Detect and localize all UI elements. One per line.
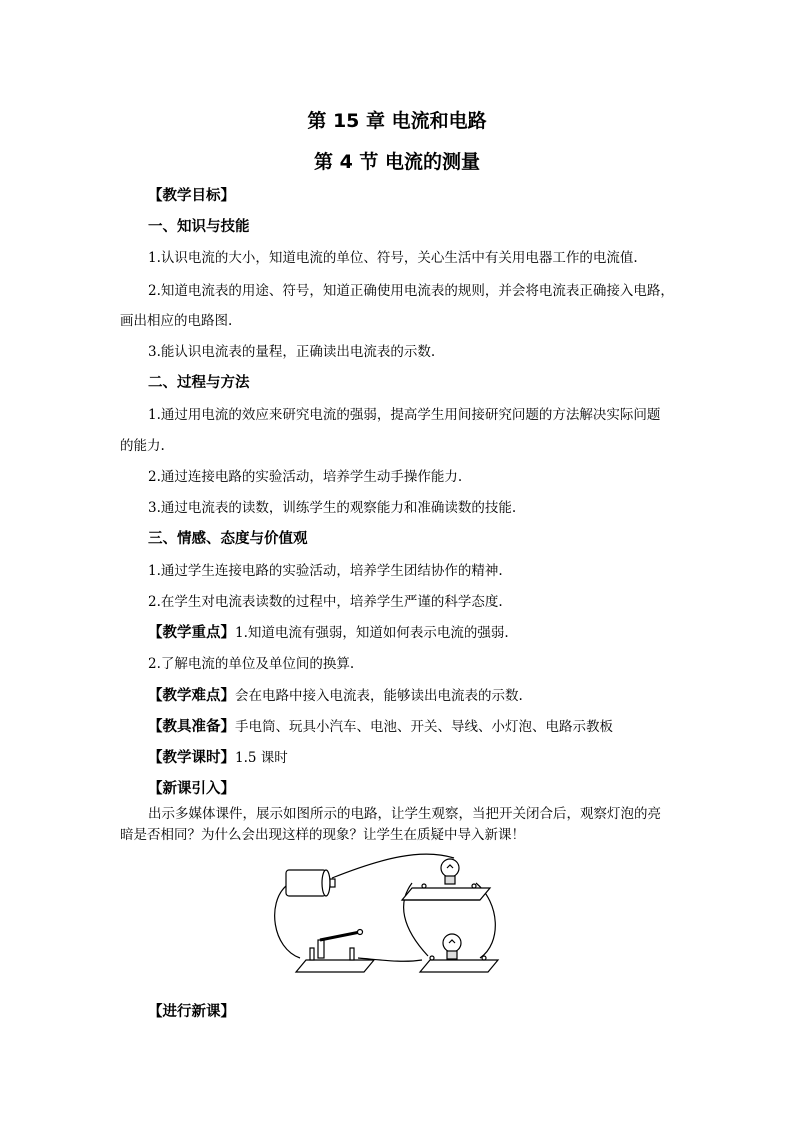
sec1-item-2: 2.知道电流表的用途、符号，知道正确使用电流表的规则，并会将电流表正确接入电路， [148,283,674,299]
key-points [148,623,509,643]
sec3-item-2: 2.在学生对电流表读数的过程中，培养学生严谨的科学态度. [148,594,503,610]
sec1-item-2-cont: 画出相应的电路图. [120,313,233,329]
new-lesson-heading: 【进行新课】 [148,1004,235,1020]
tools-text: 手电筒、玩具小汽车、电池、开关、导线、小灯泡、电路示教板 [235,719,613,735]
hours [148,748,288,768]
difficult-label: 【教学难点】 [148,688,235,704]
goals-heading: 【教学目标】 [148,188,235,204]
section-title: 第 4 节 电流的测量 [313,151,481,173]
key-text: 1.知道电流有强弱，知道如何表示电流的强弱. [235,625,509,641]
sec1-item-3: 3.能认识电流表的量程，正确读出电流表的示数. [148,344,436,360]
sec3-heading: 三、情感、态度与价值观 [148,531,308,547]
wire-battery-to-top-bulb [332,854,454,878]
hours-text: 1.5 课时 [235,750,288,766]
circuit-illustration [262,848,502,978]
key-label: 【教学重点】 [148,625,235,641]
top-bulb-board [402,859,490,900]
sec2-item-3: 3.通过电流表的读数，训练学生的观察能力和准确读数的技能. [148,500,517,516]
tools-label: 【教具准备】 [148,719,235,735]
battery [286,870,335,896]
intro-line-2: 暗是否相同？为什么会出现这样的现象？让学生在质疑中导入新课！ [120,827,525,843]
intro-heading: 【新课引入】 [148,781,235,797]
sec2-item-1-cont: 的能力. [120,438,165,454]
tools [148,717,613,737]
difficult-text: 会在电路中接入电流表，能够读出电流表的示数. [235,688,523,704]
sec2-item-2: 2.通过连接电路的实验活动，培养学生动手操作能力. [148,469,463,485]
hours-label: 【教学课时】 [148,750,235,766]
sec1-heading: 一、知识与技能 [148,219,250,235]
sec3-item-1: 1.通过学生连接电路的实验活动，培养学生团结协作的精神. [148,563,503,579]
sec2-item-1: 1.通过用电流的效应来研究电流的强弱，提高学生用间接研究问题的方法解决实际问题 [148,407,661,423]
switch-board [296,930,374,973]
intro-line-1: 出示多媒体课件，展示如图所示的电路，让学生观察，当把开关闭合后，观察灯泡的亮 [148,806,661,822]
chapter-title: 第 15 章 电流和电路 [307,110,487,132]
difficult-points [148,686,523,706]
sec1-item-1: 1.认识电流的大小，知道电流的单位、符号，关心生活中有关用电器工作的电流值. [148,250,638,266]
sec2-heading: 二、过程与方法 [148,375,250,391]
wire-battery-to-switch [275,886,300,958]
key-text-2: 2.了解电流的单位及单位间的换算. [148,656,355,672]
